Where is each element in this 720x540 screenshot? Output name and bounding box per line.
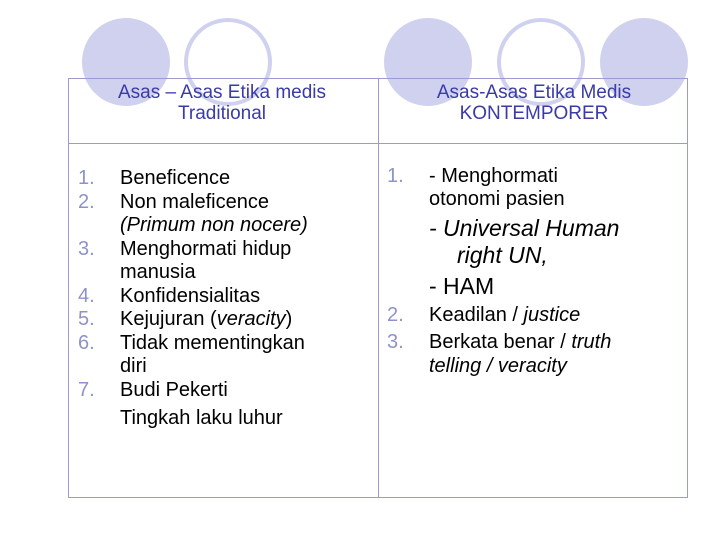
item-text: Konfidensialitas <box>120 284 261 307</box>
list-item <box>78 308 368 332</box>
list-item <box>387 304 687 328</box>
header-traditional <box>74 82 370 124</box>
list-item <box>78 285 368 309</box>
list-number: 3. <box>78 237 95 260</box>
header-row-divider <box>68 143 688 144</box>
item-text: Kejujuran ( <box>120 308 217 330</box>
list-item <box>78 191 368 238</box>
list-number: 5. <box>78 308 95 330</box>
item-text: diri <box>120 355 147 377</box>
item-text: manusia <box>120 261 196 283</box>
item-text: Budi Pekerti <box>120 378 228 401</box>
item-italic-text: truth <box>571 331 612 353</box>
list-item <box>78 379 368 431</box>
item-text: Tingkah laku luhur <box>120 407 283 429</box>
item-italic-text: justice <box>523 303 581 326</box>
header-traditional-line2: Traditional <box>177 103 266 124</box>
list-number: 4. <box>78 284 95 307</box>
list-item <box>78 167 368 191</box>
list-number: 6. <box>78 331 95 354</box>
item-text: otonomi pasien <box>429 187 565 210</box>
item-text: Tidak mementingkan <box>120 331 305 354</box>
item-text: Berkata benar / <box>429 331 566 353</box>
list-number: 2. <box>387 303 404 326</box>
kontemporer-principles-list <box>387 165 687 378</box>
list-number: 1. <box>387 165 404 187</box>
traditional-principles-list <box>78 167 368 431</box>
column-divider <box>378 78 379 498</box>
item-sub-text: right UN, <box>457 241 548 268</box>
item-italic-text: (Primum non nocere) <box>120 214 308 236</box>
list-item <box>78 238 368 285</box>
item-text: Menghormati hidup <box>120 237 292 260</box>
header-kontemporer-line1: Asas-Asas Etika Medis <box>436 82 632 103</box>
header-traditional-line1: Asas – Asas Etika medis <box>117 82 327 103</box>
list-number: 3. <box>387 331 404 353</box>
item-italic-text: veracity <box>216 308 286 330</box>
list-number: 2. <box>78 190 95 213</box>
list-item <box>387 165 687 300</box>
list-item <box>387 331 687 378</box>
item-text: - Menghormati <box>429 165 558 187</box>
list-number: 7. <box>78 378 95 401</box>
item-text: Non maleficence <box>120 190 269 213</box>
item-sub-text: - Universal Human <box>429 214 620 241</box>
item-text: ) <box>285 308 293 330</box>
item-text: Keadilan / <box>429 303 518 326</box>
header-kontemporer-line2: KONTEMPORER <box>459 103 609 124</box>
item-sub-text: - HAM <box>429 272 495 299</box>
item-italic-text: telling / veracity <box>429 354 567 377</box>
item-text: Beneficence <box>120 167 231 189</box>
header-kontemporer <box>384 82 684 124</box>
list-number: 1. <box>78 167 95 189</box>
list-item <box>78 332 368 379</box>
